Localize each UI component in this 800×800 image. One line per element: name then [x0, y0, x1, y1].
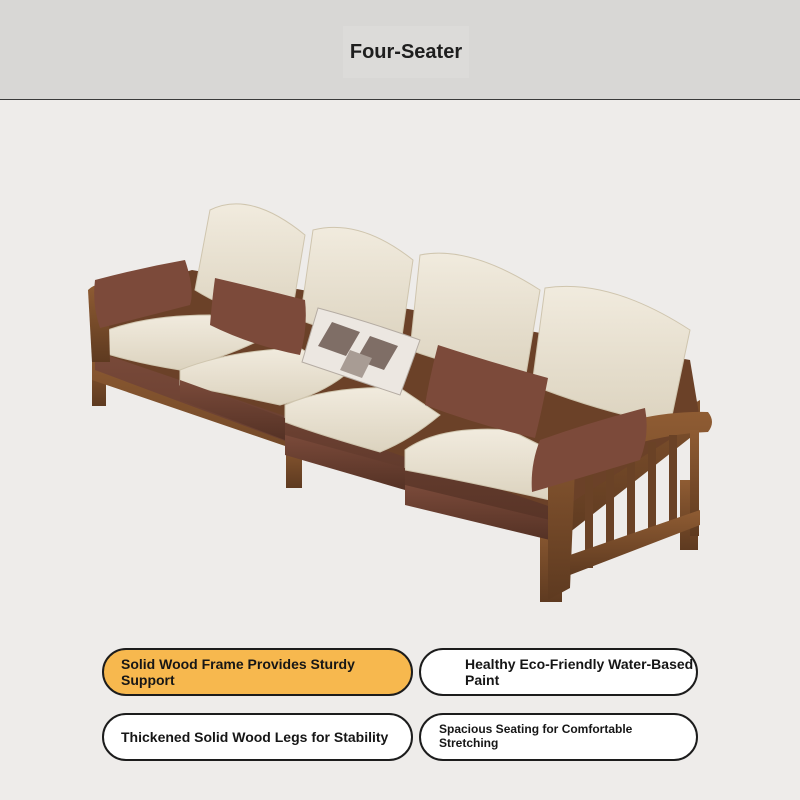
page-title: Four-Seater: [343, 26, 469, 78]
feature-label: Solid Wood Frame Provides Sturdy Support: [121, 655, 355, 688]
feature-wood-frame[interactable]: [102, 648, 413, 696]
feature-label: Spacious Seating for Comfortable Stretching: [439, 722, 633, 750]
feature-label: Thickened Solid Wood Legs for Stability: [121, 728, 389, 745]
feature-spacious-seating[interactable]: [419, 713, 698, 761]
feature-solid-legs[interactable]: [102, 713, 413, 761]
feature-label: Healthy Eco-Friendly Water-Based Paint: [465, 655, 694, 688]
feature-eco-paint[interactable]: [419, 648, 698, 696]
sofa-product-image: [0, 100, 800, 640]
header-bar: [0, 0, 800, 100]
